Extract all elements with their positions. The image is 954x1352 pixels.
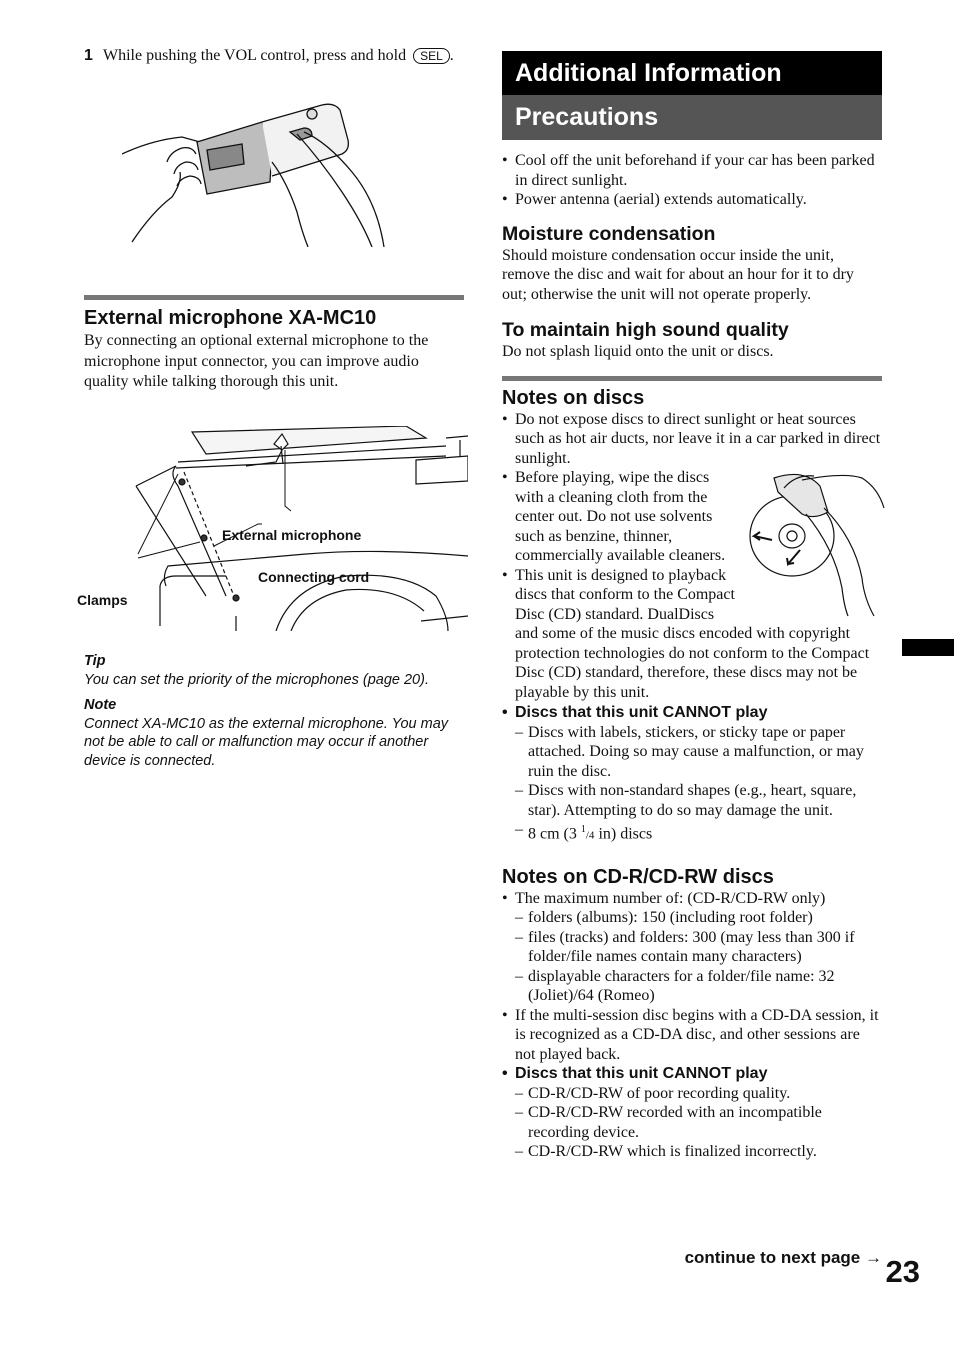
list-item-text: Discs with labels, stickers, or sticky tape or paper attached. Doing so may cause a malfunction, or may ruin the disc. (528, 723, 864, 780)
list-item-text: displayable characters for a folder/file name: 32 (Joliet)/64 (Romeo) (528, 967, 835, 1005)
list-item (502, 1084, 882, 1104)
arrow-right-icon: → (865, 1248, 882, 1267)
list-item (502, 908, 882, 928)
sel-key-icon: SEL (413, 48, 450, 64)
list-item (502, 781, 882, 820)
step-1-period: . (449, 47, 454, 64)
list-item: • Cool off the unit beforehand if your car has been parked in direct sunlight. (502, 151, 882, 190)
disc-size-suffix: in) discs (594, 825, 653, 843)
vol-control-hand-illustration (122, 102, 412, 247)
note-text: Connect XA-MC10 as the external microphone. You may not be able to call or malfunction may occur if another device is connected. (84, 715, 449, 769)
list-item-text: CD-R/CD-RW recorded with an incompatible recording device. (528, 1104, 822, 1141)
cannot-play-label: • Discs that this unit CANNOT play (502, 1064, 882, 1084)
cdr-cannot-play-list (502, 1084, 882, 1162)
wipe-discs-text: Before playing, wipe the discs with a cleaning cloth from the center out. Do not use solvents such as benzine, thinner, commercially available cleaners. (515, 469, 726, 564)
connecting-cord-label: Connecting cord (258, 569, 370, 585)
step-number: 1 (84, 47, 93, 64)
list-item-text: folders (albums): 150 (including root folder) (528, 909, 813, 927)
moisture-heading: Moisture condensation (502, 222, 716, 245)
continue-to-next-page (685, 1248, 882, 1268)
cannot-play-label: • Discs that this unit CANNOT play (502, 703, 882, 723)
external-mic-section (84, 295, 464, 393)
step-1 (84, 46, 464, 66)
dash-mark: – (515, 967, 523, 985)
disc-cannot-play-list (502, 723, 882, 846)
list-item (502, 928, 882, 967)
list-item-text: CD-R/CD-RW which is finalized incorrectly. (528, 1143, 817, 1161)
cdr-notes-heading: Notes on CD-R/CD-RW discs (502, 865, 774, 888)
list-item: • Do not expose discs to direct sunlight or heat sources such as hot air ducts, nor leave it in a car parked in direct sunlight. (502, 410, 882, 469)
tip-label: Tip (84, 653, 106, 669)
clamps-label: Clamps (77, 592, 128, 608)
dash-mark: – (515, 821, 523, 838)
continue-text: continue to next page (684, 1248, 861, 1267)
list-item (502, 1103, 882, 1142)
notes-on-discs-heading: Notes on discs (502, 386, 645, 409)
sound-quality-body: Do not splash liquid onto the unit or discs. (502, 343, 774, 360)
dash-mark: – (515, 928, 523, 946)
left-column (77, 46, 464, 769)
list-item-text: files (tracks) and folders: 300 (may less than 300 if folder/file names contain many characters) (528, 928, 855, 966)
list-item-text: Discs with non-standard shapes (e.g., heart, square, star). Attempting to do so may damage the unit. (528, 782, 857, 819)
disc-size-prefix: 8 cm (3 (528, 825, 581, 843)
right-column (502, 51, 882, 1162)
cdr-max-list (502, 908, 882, 1006)
dash-mark: – (515, 782, 523, 799)
section-rule (84, 295, 464, 300)
sound-quality-heading: To maintain high sound quality (502, 319, 789, 341)
list-item (502, 820, 882, 846)
precautions-list (502, 151, 882, 210)
list-item-with-figure (502, 468, 882, 566)
list-item: • Power antenna (aerial) extends automatically. (502, 190, 882, 210)
moisture-body: Should moisture condensation occur inside the unit, remove the disc and wait for about an hour for it to dry out; otherwise the unit will not operate properly. (502, 246, 854, 303)
section-rule (502, 376, 882, 381)
fraction-denominator: /4 (585, 829, 595, 842)
cdr-notes-list (502, 889, 882, 909)
dash-mark: – (515, 1084, 523, 1102)
disc-notes-list (502, 410, 882, 723)
section-banner-title: Additional Information (502, 51, 882, 95)
list-item-text: CD-R/CD-RW of poor recording quality. (528, 1084, 791, 1102)
list-item (502, 1142, 882, 1162)
external-mic-body: By connecting an optional external microphone to the microphone input connector, you can improve audio quality while talking thorough this unit. (84, 332, 429, 390)
list-item: • The maximum number of: (CD-R/CD-RW only) (502, 889, 882, 909)
mic-installation-figure (76, 426, 468, 631)
dash-mark: – (515, 909, 523, 927)
list-item: • If the multi-session disc begins with a CD-DA session, it is recognized as a CD-DA disc, and other sessions are not played back. (502, 1006, 882, 1065)
dash-mark: – (515, 1143, 523, 1161)
note-label: Note (84, 697, 117, 713)
dash-mark: – (515, 1104, 523, 1122)
tip-note-block (84, 652, 469, 770)
list-item: • This unit is designed to playback discs that conform to the Compact Disc (CD) standard. DualDiscs and some of the music discs encoded with copyright protection technologies do not conform to the Compact Disc (CD) standard, therefore, these discs may not be playable by this unit. (502, 566, 882, 703)
page-number: 23 (885, 1254, 920, 1289)
fraction-numerator: 1 (580, 824, 586, 835)
section-banner-subtitle: Precautions (502, 95, 882, 140)
chapter-tab-marker (902, 639, 954, 656)
tip-text: You can set the priority of the microphones (page 20). (84, 671, 429, 688)
external-microphone-label: External microphone (222, 527, 362, 543)
list-item (502, 723, 882, 782)
list-item (502, 967, 882, 1006)
step-1-text: While pushing the VOL control, press and hold (103, 47, 407, 64)
cdr-notes-list-2 (502, 1006, 882, 1084)
external-mic-heading: External microphone XA-MC10 (84, 307, 377, 329)
dash-mark: – (515, 723, 523, 741)
